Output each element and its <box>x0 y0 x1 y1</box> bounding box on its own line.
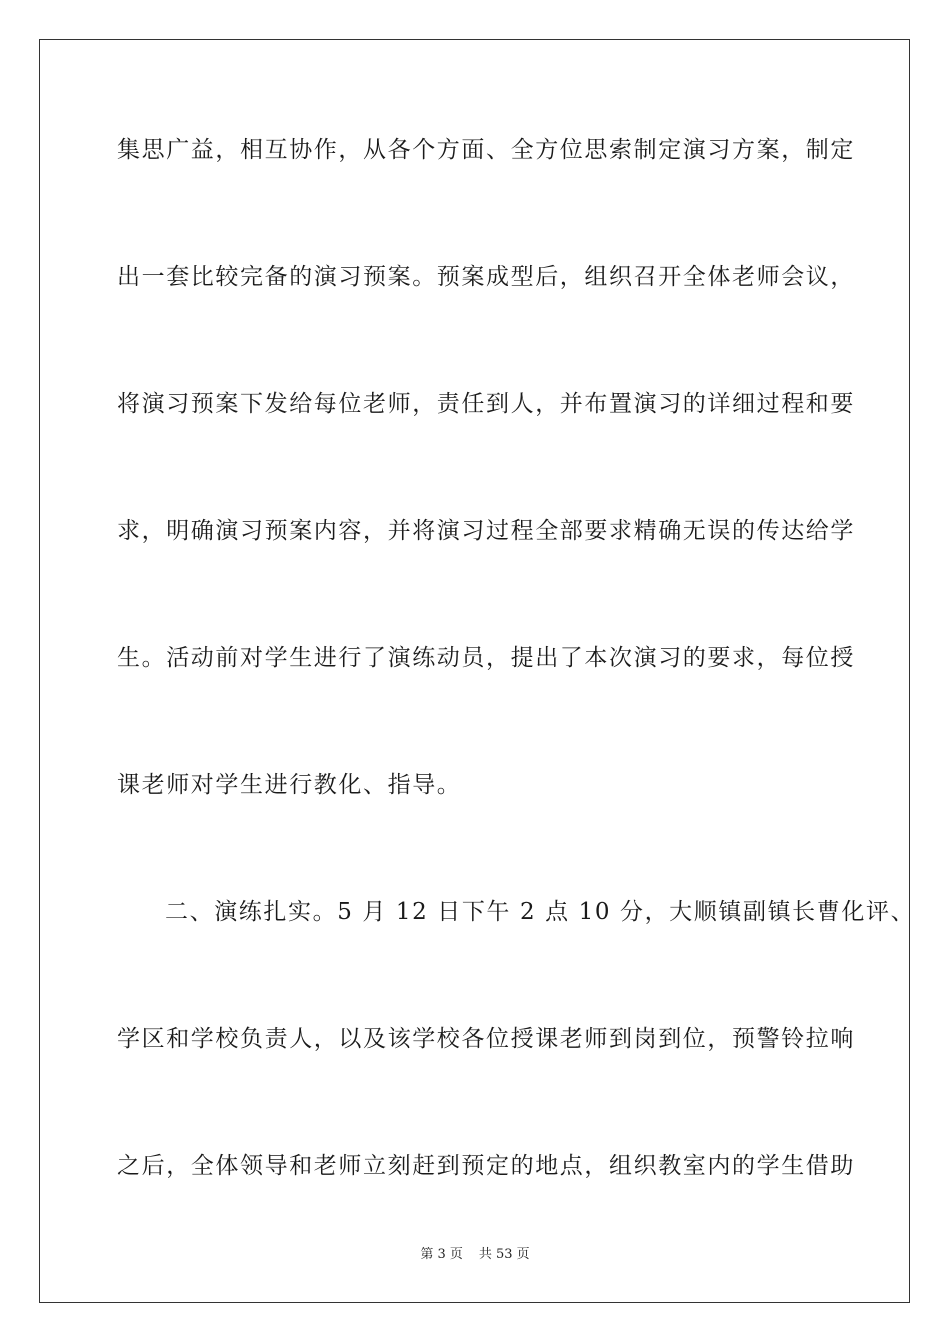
paragraph-line: 之后，全体领导和老师立刻赶到预定的地点，组织教室内的学生借助 <box>117 1153 855 1179</box>
paragraph-line: 求，明确演习预案内容，并将演习过程全部要求精确无误的传达给学 <box>117 518 855 544</box>
paragraph-line: 将演习预案下发给每位老师，责任到人，并布置演习的详细过程和要 <box>117 391 855 417</box>
paragraph-line: 集思广益，相互协作，从各个方面、全方位思索制定演习方案，制定 <box>117 137 855 163</box>
paragraph-line: 二、演练扎实。5 月 12 日下午 2 点 10 分，大顺镇副镇长曹化评、 <box>165 899 916 925</box>
page-footer <box>0 1246 950 1264</box>
paragraph-line: 出一套比较完备的演习预案。预案成型后，组织召开全体老师会议， <box>117 264 855 290</box>
paragraph-line: 生。活动前对学生进行了演练动员，提出了本次演习的要求，每位授 <box>117 645 855 671</box>
total-pages: 共 53 页 <box>478 1247 530 1262</box>
paragraph-line: 学区和学校负责人，以及该学校各位授课老师到岗到位，预警铃拉响 <box>117 1026 855 1052</box>
page-number: 第 3 页 <box>420 1247 463 1262</box>
paragraph-line: 课老师对学生进行教化、指导。 <box>117 772 462 798</box>
